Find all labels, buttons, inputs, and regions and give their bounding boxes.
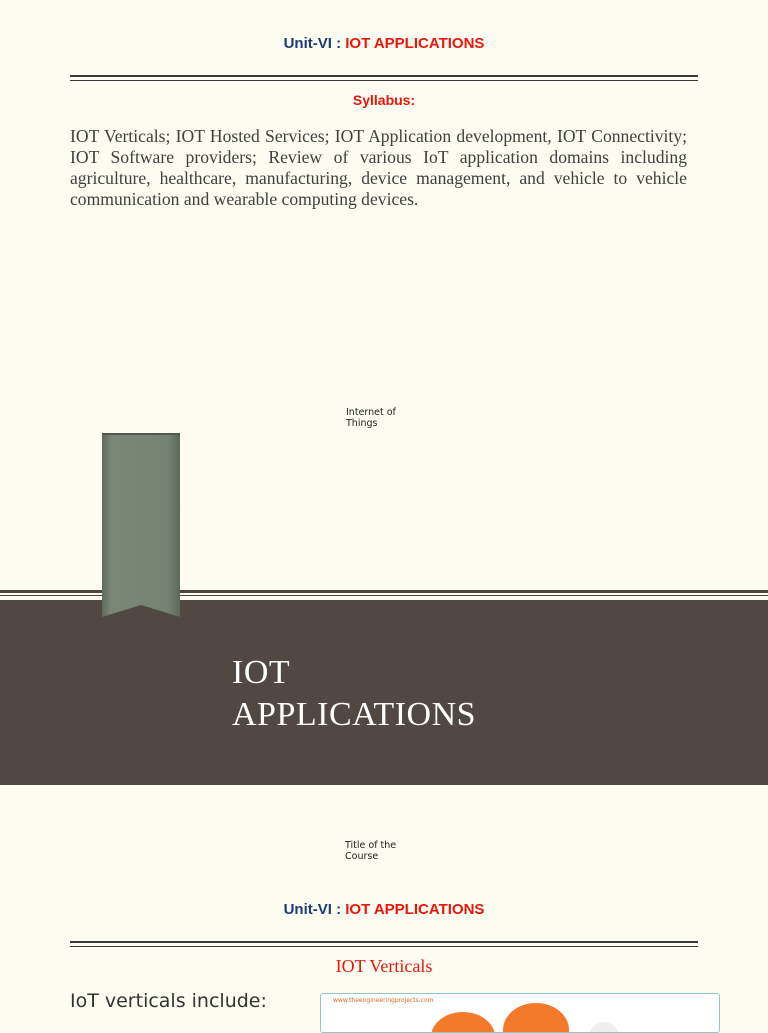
footer-note-internet-of-things: Internet of Things <box>346 407 396 429</box>
unit-title-2: IOT APPLICATIONS <box>345 901 485 918</box>
unit-heading-2 <box>0 901 768 918</box>
syllabus-text: IOT Verticals; IOT Hosted Services; IOT Application development, IOT Connectivity; IOT Software providers; Review of various IoT application domains including agriculture, healthcare, manufacturing, device management, and vehicle to vehicle communication and wearable computing devices. <box>70 126 687 209</box>
diagram-source: www.theengineeringprojects.com <box>333 997 434 1004</box>
heading-divider-2 <box>70 941 698 947</box>
slide-subtitle: IOT Verticals <box>335 956 433 976</box>
unit-prefix: Unit-VI : <box>283 35 346 52</box>
footer-note-title-of-course: Title of the Course <box>345 840 397 862</box>
ribbon-shape <box>102 433 180 619</box>
ribbon-bookmark-icon <box>102 433 180 619</box>
unit-title: IOT APPLICATIONS <box>345 35 485 52</box>
slide-title-text: IOT APPLICATIONS <box>232 654 477 733</box>
slide-title <box>232 652 512 736</box>
syllabus-label: Syllabus: <box>352 92 416 108</box>
diagram-bubble <box>431 1012 495 1033</box>
unit-prefix-2: Unit-VI : <box>283 901 346 918</box>
iot-verticals-diagram <box>320 993 720 1033</box>
diagram-bubble <box>503 1003 569 1033</box>
unit-heading <box>0 35 768 52</box>
body-text: IoT verticals include: <box>70 990 267 1012</box>
heading-divider <box>70 75 698 81</box>
